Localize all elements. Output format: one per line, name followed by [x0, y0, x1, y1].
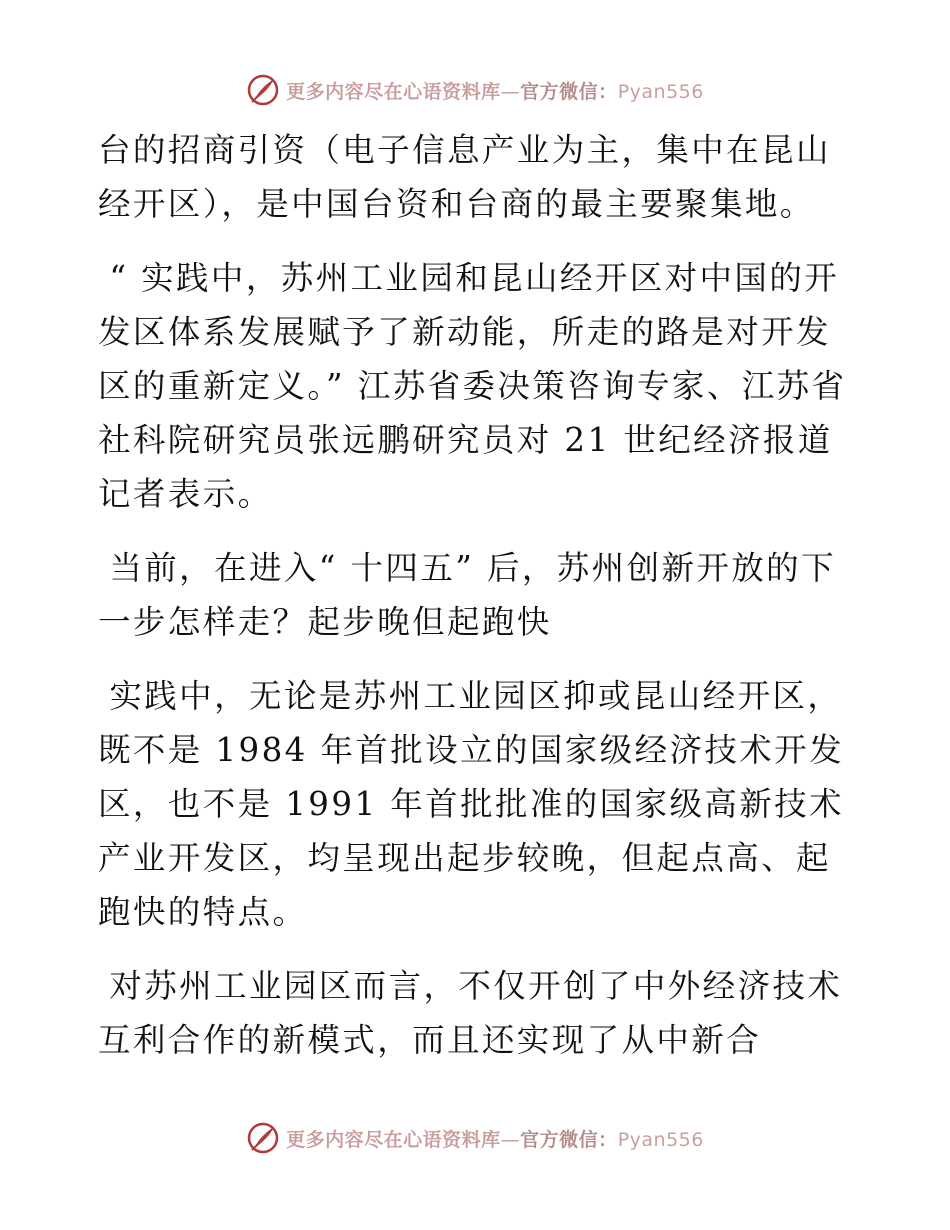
watermark-label: 官方微信： — [520, 1128, 618, 1151]
document-body — [98, 123, 858, 1067]
paragraph-1: 台的招商引资（电子信息产业为主，集中在昆山经开区），是中国台资和台商的最主要聚集地。 — [98, 131, 831, 223]
footer-watermark — [0, 1118, 950, 1158]
watermark-text — [286, 77, 704, 104]
paragraph-2: “ 实践中，苏州工业园和昆山经开区对中国的开发区体系发展赋予了新动能，所走的路是对开发区的重新定义。” 江苏省委决策咨询专家、江苏省社科院研究员张远鹏研究员对 21 世纪经济报道记者表示。 — [98, 259, 847, 513]
watermark-label: 官方微信： — [520, 80, 618, 103]
header-watermark — [0, 70, 950, 110]
paragraph-5: 对苏州工业园区而言，不仅开创了中外经济技术互利合作的新模式，而且还实现了从中新合 — [98, 967, 843, 1059]
watermark-dash: — — [500, 80, 521, 103]
watermark-dash: — — [500, 1128, 521, 1151]
watermark-brand: 更多内容尽在心语资料库 — [286, 1128, 501, 1151]
quill-pen-circle-icon — [246, 1121, 280, 1155]
watermark-text — [286, 1125, 704, 1152]
quill-pen-circle-icon — [246, 73, 280, 107]
paragraph-3: 当前，在进入“ 十四五” 后，苏州创新开放的下一步怎样走？起步晚但起跑快 — [98, 549, 836, 641]
watermark-brand: 更多内容尽在心语资料库 — [286, 80, 501, 103]
watermark-account: Pyan556 — [617, 1128, 704, 1151]
paragraph-4: 实践中，无论是苏州工业园区抑或昆山经开区，既不是 1984 年首批设立的国家级经济技术开发区，也不是 1991 年首批批准的国家级高新技术产业开发区，均呈现出起步较晚，但起点高、起跑快的特点。 — [98, 677, 844, 931]
watermark-account: Pyan556 — [617, 80, 704, 103]
